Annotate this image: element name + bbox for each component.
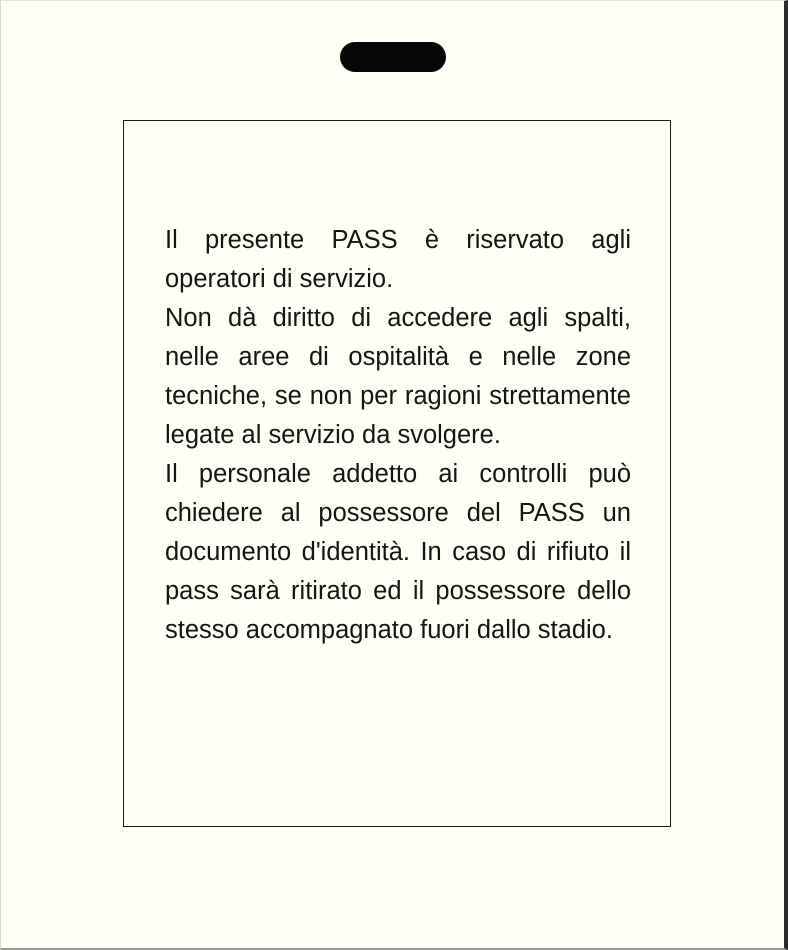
notice-paragraph-3: Il personale addetto ai controlli può chiedere al possessore del PASS un documento d'identità. In caso di rifiuto il pass sarà ritirato ed il possessore dello stesso accompagnato fuori dallo stadio.: [165, 460, 631, 644]
lanyard-slot: [340, 42, 446, 72]
notice-box: [123, 120, 671, 827]
notice-paragraph-1: Il presente PASS è riservato agli operatori di servizio.: [165, 226, 631, 293]
notice-text: [165, 221, 631, 650]
notice-paragraph-2: Non dà diritto di accedere agli spalti, nelle aree di ospitalità e nelle zone tecniche, se non per ragioni strettamente legate al servizio da svolgere.: [165, 304, 631, 449]
